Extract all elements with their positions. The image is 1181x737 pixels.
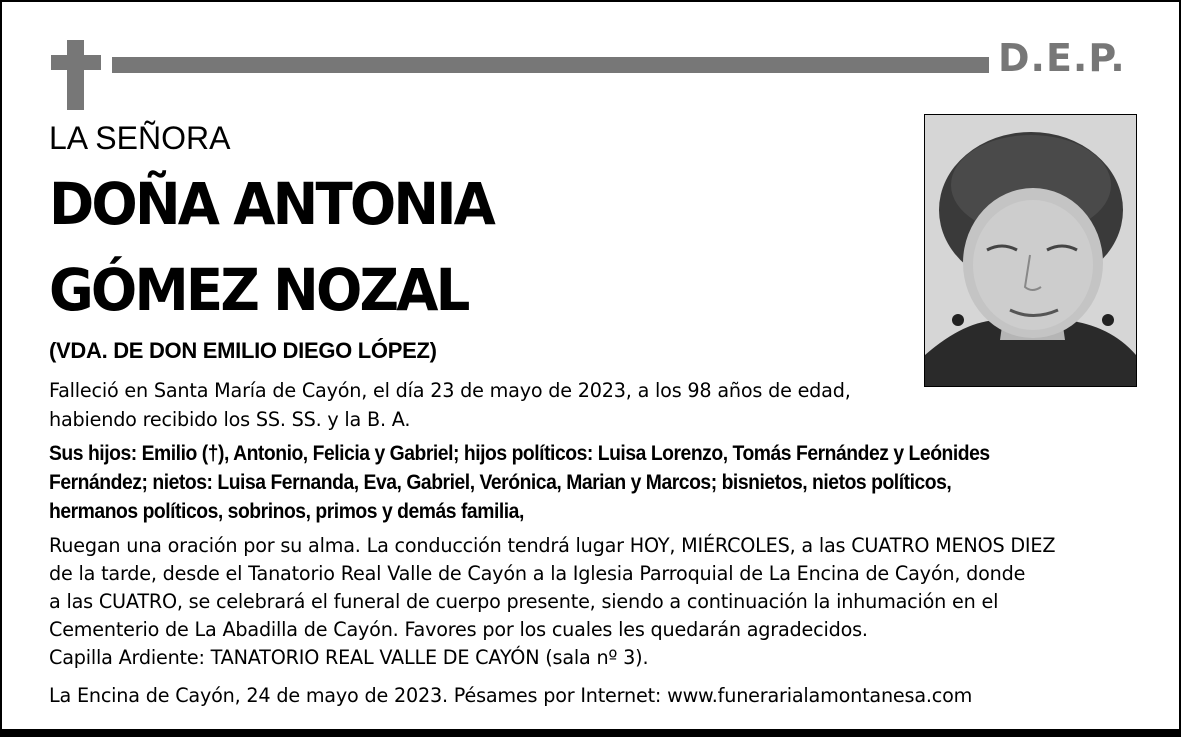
portrait-photo <box>924 114 1137 387</box>
ceremony-line: Capilla Ardiente: TANATORIO REAL VALLE DE CAYÓN (sala nº 3). <box>49 646 649 669</box>
family-line: Sus hijos: Emilio (†), Antonio, Felicia y Gabriel; hijos políticos: Luisa Lorenzo, Tomás Fernández y Leónides <box>49 442 990 465</box>
title-prefix: LA SEÑORA <box>49 120 231 156</box>
ceremony-line: Ruegan una oración por su alma. La conducción tendrá lugar HOY, MIÉRCOLES, a las CUATRO MENOS DIEZ <box>49 534 1056 557</box>
ceremony-line: de la tarde, desde el Tanatorio Real Valle de Cayón a la Iglesia Parroquial de La Encina de Cayón, donde <box>49 562 1026 585</box>
ceremony-line: a las CUATRO, se celebrará el funeral de cuerpo presente, siendo a continuación la inhumación en el <box>49 590 999 613</box>
family-line: Fernández; nietos: Luisa Fernanda, Eva, Gabriel, Verónica, Marian y Marcos; bisnietos, nietos políticos, <box>49 471 952 494</box>
cross-icon-bar <box>51 55 101 70</box>
cross-icon <box>67 40 84 110</box>
header-rule <box>112 57 989 73</box>
dep-label: D.E.P. <box>998 36 1126 80</box>
widow-of-line: (VDA. DE DON EMILIO DIEGO LÓPEZ) <box>49 338 437 363</box>
death-line: habiendo recibido los SS. SS. y la B. A. <box>49 408 411 431</box>
family-line: hermanos políticos, sobrinos, primos y demás familia, <box>49 500 524 523</box>
deceased-name-line2: GÓMEZ NOZAL <box>49 256 468 324</box>
footer-line: La Encina de Cayón, 24 de mayo de 2023. Pésames por Internet: www.funerarialamontanesa.com <box>49 684 973 707</box>
ceremony-line: Cementerio de La Abadilla de Cayón. Favores por los cuales les quedarán agradecidos. <box>49 618 868 641</box>
death-line: Falleció en Santa María de Cayón, el día 23 de mayo de 2023, a los 98 años de edad, <box>49 379 851 402</box>
deceased-name-line1: DOÑA ANTONIA <box>49 170 494 238</box>
